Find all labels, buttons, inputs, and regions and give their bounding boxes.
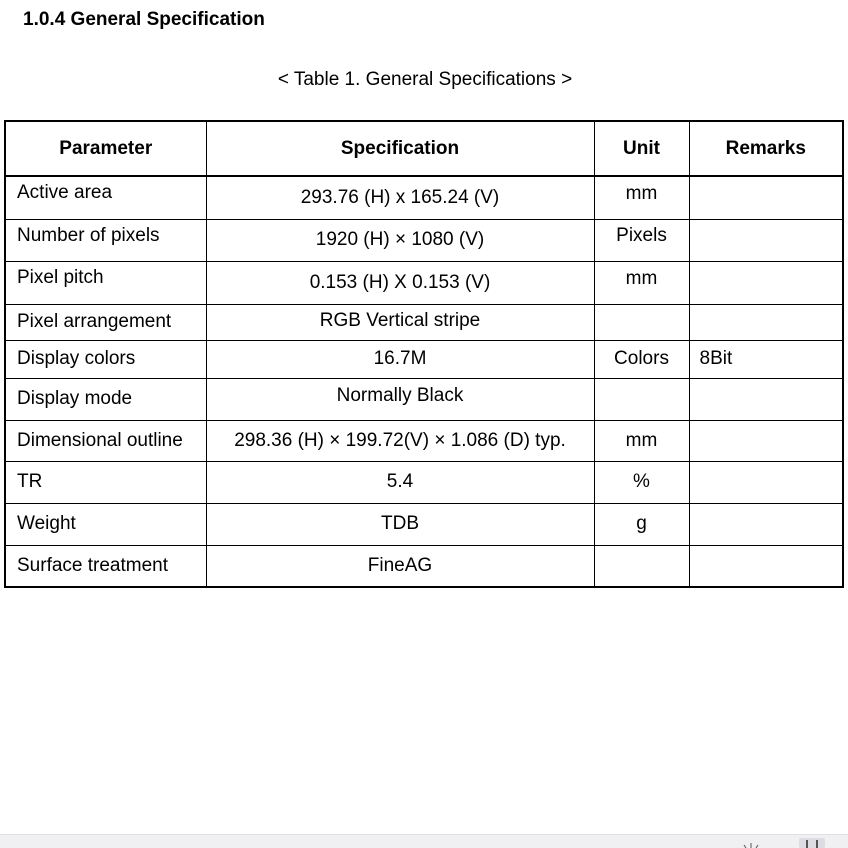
cell-remarks: 8Bit [689,340,843,378]
cell-parameter: Pixel pitch [5,261,206,304]
cell-unit [594,378,689,420]
cell-remarks [689,503,843,545]
cell-specification: 1920 (H) × 1080 (V) [206,219,594,261]
cell-remarks [689,176,843,219]
table-row [5,304,843,340]
cell-unit: Pixels [594,219,689,261]
cell-parameter: Dimensional outline [5,420,206,461]
cell-specification: 293.76 (H) x 165.24 (V) [206,176,594,219]
cell-remarks [689,261,843,304]
table-row [5,340,843,378]
header-specification: Specification [206,121,594,176]
header-parameter: Parameter [5,121,206,176]
cell-unit [594,545,689,587]
cell-remarks [689,461,843,503]
table-row [5,378,843,420]
cell-parameter: Number of pixels [5,219,206,261]
cell-unit [594,304,689,340]
cell-parameter: Pixel arrangement [5,304,206,340]
cell-specification: FineAG [206,545,594,587]
loading-icon [742,842,760,848]
header-remarks: Remarks [689,121,843,176]
cell-unit: g [594,503,689,545]
cell-remarks [689,219,843,261]
cell-remarks [689,304,843,340]
cell-unit: mm [594,420,689,461]
header-unit: Unit [594,121,689,176]
cell-parameter: Display colors [5,340,206,378]
table-header-row [5,121,843,176]
cell-remarks [689,545,843,587]
table-row [5,219,843,261]
cell-remarks [689,378,843,420]
cell-unit: % [594,461,689,503]
cell-specification: 16.7M [206,340,594,378]
cell-unit: mm [594,176,689,219]
cell-specification: 5.4 [206,461,594,503]
cell-specification: Normally Black [206,378,594,420]
cell-parameter: TR [5,461,206,503]
cell-specification: RGB Vertical stripe [206,304,594,340]
cell-specification: TDB [206,503,594,545]
cell-parameter: Weight [5,503,206,545]
table-row [5,261,843,304]
cell-specification: 298.36 (H) × 199.72(V) × 1.086 (D) typ. [206,420,594,461]
cell-parameter: Active area [5,176,206,219]
cell-unit: mm [594,261,689,304]
table-caption-text: < Table 1. General Specifications > [277,69,573,90]
table-row [5,461,843,503]
table-row [5,176,843,219]
viewer-bottom-bar [0,834,848,848]
table-row [5,503,843,545]
cell-specification: 0.153 (H) X 0.153 (V) [206,261,594,304]
cell-unit: Colors [594,340,689,378]
section-heading: 1.0.4 General Specification [23,9,265,30]
cell-parameter: Display mode [5,378,206,420]
cell-remarks [689,420,843,461]
table-caption [0,69,848,91]
cell-parameter: Surface treatment [5,545,206,587]
table-row [5,545,843,587]
general-spec-table [4,120,844,588]
table-row [5,420,843,461]
pause-icon[interactable] [799,838,825,848]
